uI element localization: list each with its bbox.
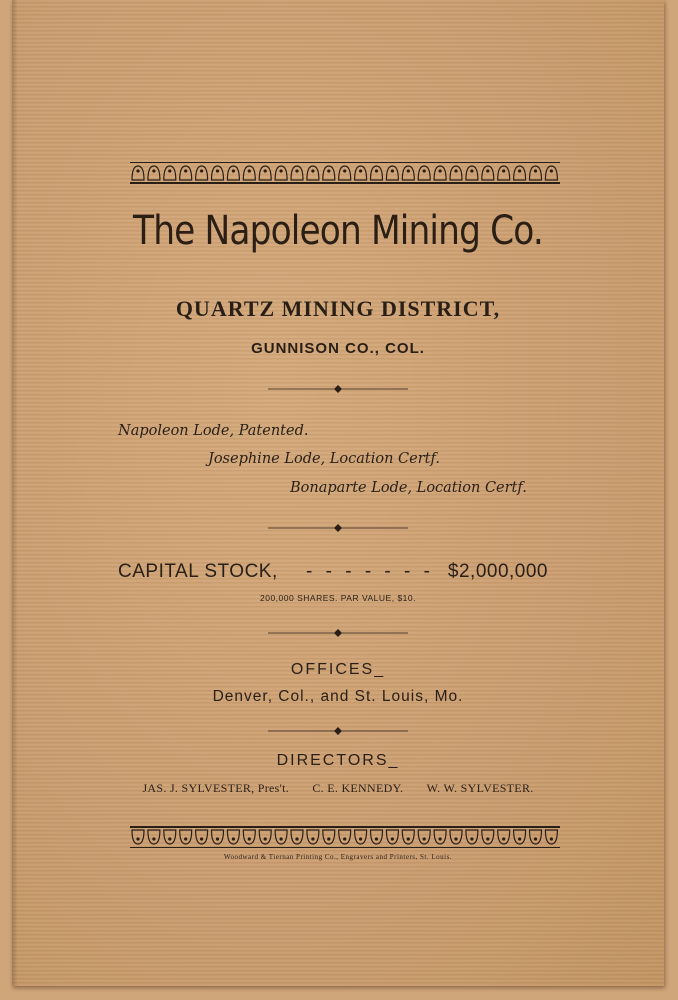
director-name: C. E. KENNEDY. bbox=[312, 781, 404, 795]
diamond-divider bbox=[268, 727, 408, 735]
booklet-cover bbox=[12, 0, 664, 986]
offices-locations: Denver, Col., and St. Louis, Mo. bbox=[212, 688, 464, 705]
diamond-divider bbox=[268, 524, 408, 532]
capital-stock-line bbox=[118, 561, 548, 583]
county-heading: GUNNISON CO., COL. bbox=[251, 340, 425, 357]
diamond-divider bbox=[268, 385, 408, 393]
capital-label: CAPITAL STOCK, bbox=[118, 561, 278, 582]
directors-list bbox=[12, 781, 664, 796]
directors-heading: DIRECTORS_ bbox=[276, 752, 400, 769]
shares-note: 200,000 SHARES. PAR VALUE, $10. bbox=[260, 593, 416, 603]
offices-heading: OFFICES_ bbox=[290, 661, 386, 678]
capital-amount: $2,000,000 bbox=[447, 561, 548, 582]
lode-napoleon: Napoleon Lode, Patented. bbox=[118, 423, 309, 439]
spine-shadow bbox=[12, 0, 18, 986]
district-heading: QUARTZ MINING DISTRICT, bbox=[175, 296, 501, 321]
diamond-divider bbox=[268, 629, 408, 637]
lode-bonaparte: Bonaparte Lode, Location Certf. bbox=[290, 480, 527, 496]
director-name: JAS. J. SYLVESTER, Pres't. bbox=[142, 781, 289, 795]
printer-imprint: Woodward & Tiernan Printing Co., Engravers and Printers, St. Louis. bbox=[223, 853, 453, 861]
lode-josephine: Josephine Lode, Location Certf. bbox=[208, 451, 440, 467]
top-ornament-border bbox=[130, 160, 560, 186]
bottom-ornament-border bbox=[130, 824, 560, 850]
director-name: W. W. SYLVESTER. bbox=[426, 781, 534, 795]
company-title: The Napoleon Mining Co. bbox=[133, 208, 543, 254]
capital-leader-dashes: - - - - - - - bbox=[306, 561, 434, 582]
